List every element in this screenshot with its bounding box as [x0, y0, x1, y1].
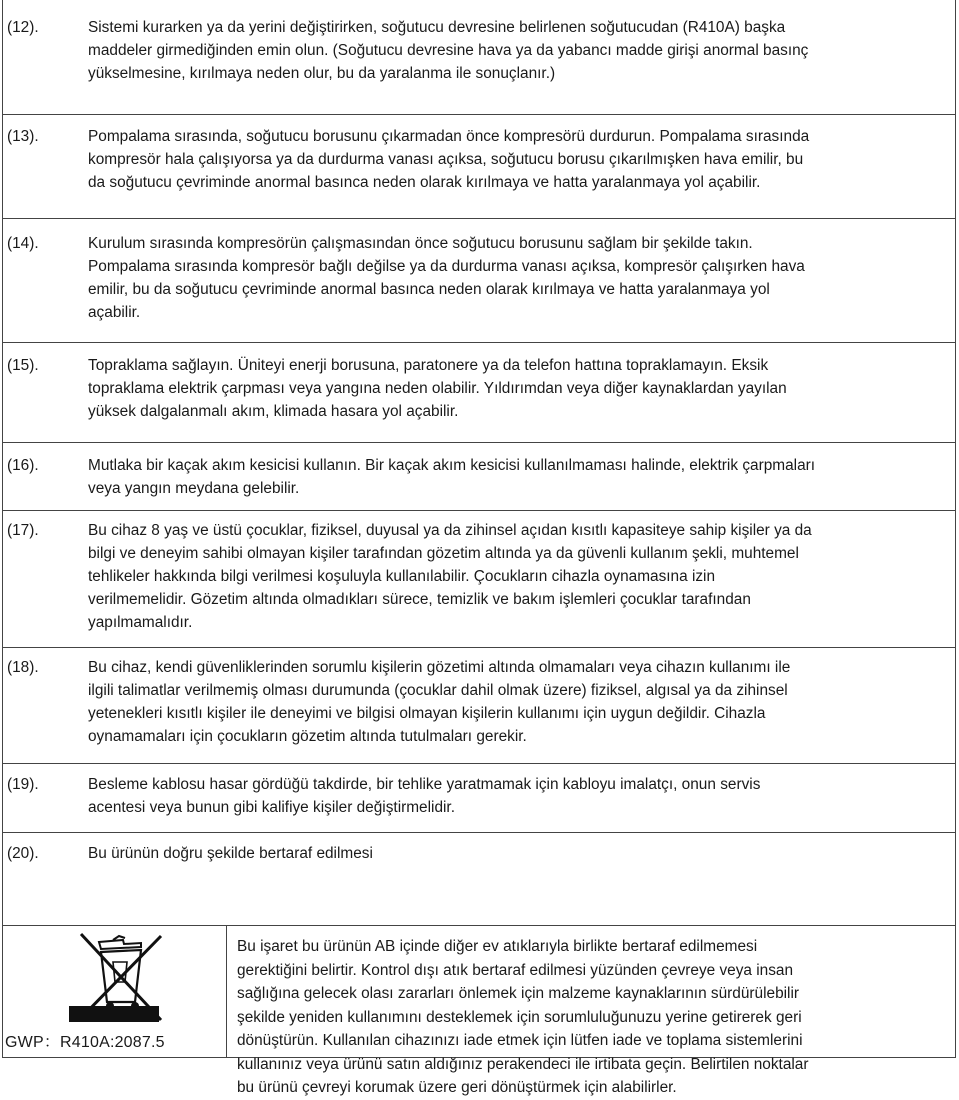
item-20	[3, 833, 955, 926]
disposal-section	[3, 926, 955, 1096]
item-14	[3, 219, 955, 343]
item-number: (12).	[7, 19, 39, 36]
item-number: (15).	[7, 357, 39, 374]
item-text: Kurulum sırasında kompresörün çalışmasından önce soğutucu borusunu sağlam bir şekilde takın. Pompalama sırasında kompresör bağlı değilse ya da durdurma vanası açıksa, kompresör çalışırken hava emilir, bu da soğutucu çevriminde anormal basınca neden olarak kırılmaya ve hatta yaralanmaya yol açabilir.	[88, 235, 805, 321]
item-19	[3, 764, 955, 833]
disposal-text: Bu işaret bu ürünün AB içinde diğer ev atıklarıyla birlikte bertaraf edilmemesi gerektiğini belirtir. Kontrol dışı atık bertaraf edilmesi yüzünden çevreye veya insan sağlığına gelecek olası zararları önlemek için malzeme kaynaklarının sürdürülebilir şekilde yeniden kullanımını desteklemek için sorumluluğunuzu yerine getirerek geri dönüştürün. Kullanılan cihazınızı iade etmek için lütfen iade ve toplama sistemlerini kullanınız veya ürünü satın aldığınız perakendeci ile irtibata geçin. Belirtilen noktalar bu ürünü çevreyi korumak üzere geri dönüştürmek için alabilirler.	[237, 938, 809, 1096]
item-text: Topraklama sağlayın. Üniteyi enerji borusuna, paratonere ya da telefon hattına topraklamayın. Eksik topraklama elektrik çarpması veya yangına neden olabilir. Yıldırımdan veya diğer kaynaklardan yayılan yüksek dalgalanmalı akım, klimada hasara yol açabilir.	[88, 357, 787, 420]
item-text: Bu cihaz 8 yaş ve üstü çocuklar, fiziksel, duyusal ya da zihinsel açıdan kısıtlı kapasiteye sahip kişiler ya da bilgi ve deneyim sahibi olmayan kişiler tarafından gözetim altında ya da güvenli kullanım şekli, muhtemel tehlikeler hakkında bilgi verilmesi koşuluyla kullanılabilir. Çocukların cihazla oynamasına izin verilmemelidir. Gözetim altında olmadıkları sürece, temizlik ve bakım işlemleri çocuklar tarafından yapılmamalıdır.	[88, 522, 812, 631]
item-number: (20).	[7, 845, 39, 862]
weee-black-bar	[69, 1006, 159, 1022]
item-18	[3, 648, 955, 764]
item-text: Mutlaka bir kaçak akım kesicisi kullanın. Bir kaçak akım kesicisi kullanılmaması halinde, elektrik çarpmaları veya yangın meydana gelebilir.	[88, 457, 816, 497]
disposal-symbol-cell	[3, 926, 227, 1058]
item-17	[3, 511, 955, 648]
item-number: (19).	[7, 776, 39, 793]
item-number: (17).	[7, 522, 39, 539]
item-number: (16).	[7, 457, 39, 474]
item-13	[3, 115, 955, 219]
item-16	[3, 443, 955, 511]
gwp-label: GWP：R410A:2087.5	[5, 1034, 165, 1051]
item-number: (13).	[7, 128, 39, 145]
item-text: Bu ürünün doğru şekilde bertaraf edilmesi	[88, 845, 373, 862]
item-text: Sistemi kurarken ya da yerini değiştirirken, soğutucu devresine belirlenen soğutucudan (R410A) başka maddeler girmediğinden emin olun. (Soğutucu devresine hava ya da yabancı madde girişi anormal basınç yükselmesine, kırılmaya neden olur, bu da yaralanma ile sonuçlanır.)	[88, 19, 809, 82]
item-text: Bu cihaz, kendi güvenliklerinden sorumlu kişilerin gözetimi altında olmamaları veya cihazın kullanımı ile ilgili talimatlar verilmemiş olması durumunda (çocuklar dahil olmak üzere) fiziksel, algısal ya da zihinsel yetenekleri kısıtlı kişiler ile deneyimi ve bilgisi olmayan kişilerin kullanımı için uygun değildir. Cihazla oynamamaları için çocukların gözetim altında tutulmaları gerekir.	[88, 659, 791, 745]
item-15	[3, 343, 955, 443]
safety-instructions-table	[2, 0, 956, 1096]
item-number: (14).	[7, 235, 39, 252]
item-number: (18).	[7, 659, 39, 676]
item-text: Besleme kablosu hasar gördüğü takdirde, bir tehlike yaratmamak için kabloyu imalatçı, onun servis acentesi veya bunun gibi kalifiye kişiler değiştirmelidir.	[88, 776, 761, 816]
item-12	[3, 0, 955, 115]
item-text: Pompalama sırasında, soğutucu borusunu çıkarmadan önce kompresörü durdurun. Pompalama sırasında kompresör hala çalışıyorsa ya da durdurma vanası açıksa, soğutucu borusu çıkarılmışken hava emilir, bu da soğutucu çevriminde anormal basınca neden olarak kırılmaya ve hatta yaralanmaya yol açabilir.	[88, 128, 810, 191]
